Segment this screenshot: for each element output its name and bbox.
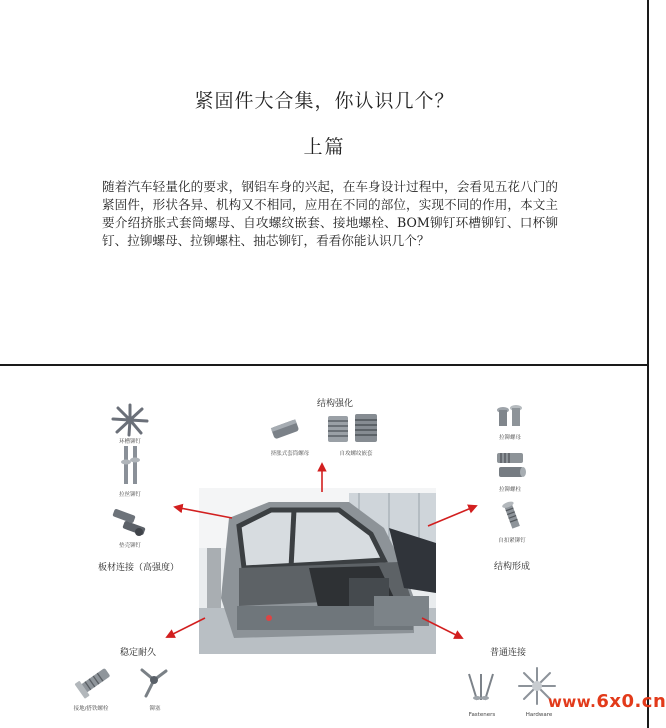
label-cup-rivet: 垫壳铆钉 — [118, 543, 141, 549]
watermark-domain: 6x0.cn — [596, 691, 666, 712]
category-structure-forming: 结构形成 — [494, 562, 531, 572]
label-rivet-plug: 铆塞 — [149, 706, 161, 712]
ground-bolt-icon — [75, 664, 115, 704]
label-ring-rivet: 环槽铆钉 — [118, 439, 141, 445]
fastener-diagram-slide — [0, 366, 647, 728]
rivet-stud-icon — [495, 451, 527, 485]
category-sheet-joining: 板材连接（高强度） — [98, 563, 180, 573]
label-ground-bolt: 接地/搭铁螺栓 — [73, 706, 109, 712]
expand-nut-icon — [268, 417, 304, 445]
rivet-nut-icon — [495, 402, 525, 434]
pull-rivet-icon — [120, 446, 142, 490]
rivet-plug-icon — [136, 666, 172, 704]
label-fasteners: Fasteners — [468, 712, 496, 718]
page-border — [647, 0, 649, 728]
car-body-photo — [199, 488, 436, 654]
label-self-tap-insert: 自攻螺纹嵌套 — [339, 451, 373, 457]
label-hardware: Hardware — [525, 712, 553, 718]
blind-rivet-icon — [463, 672, 501, 706]
category-stable-durable: 稳定耐久 — [120, 648, 157, 658]
category-structural: 结构强化 — [317, 399, 354, 409]
label-pull-rivet: 拉丝铆钉 — [118, 492, 141, 498]
site-watermark — [548, 691, 666, 712]
cup-rivet-icon — [111, 506, 149, 542]
watermark-prefix: www. — [548, 693, 597, 711]
title-slide — [0, 0, 649, 365]
label-expand-nut: 挤胀式套筒螺母 — [270, 451, 310, 457]
page-title: 紧固件大合集，你认识几个？ — [194, 90, 455, 112]
self-pierce-rivet-icon — [500, 500, 524, 536]
label-rivet-nut: 拉铆螺母 — [498, 435, 521, 441]
label-self-pierce-rivet: 自扣紧铆钉 — [498, 538, 526, 544]
page-subtitle: 上篇 — [303, 136, 346, 158]
self-tap-insert-icon — [325, 412, 381, 450]
intro-paragraph: 随着汽车轻量化的要求，钢铝车身的兴起，在车身设计过程中，会看见五花八门的紧固件，形状各异、机构又不相同，应用在不同的部位，实现不同的作用，本文主要介绍挤胀式套筒螺母、自攻螺纹嵌套、接地螺栓、BOM铆钉环槽铆钉、口杯铆钉、拉铆螺母、拉铆螺柱、抽芯铆钉，看看你能认识几个？ — [102, 179, 558, 248]
ring-rivet-icon — [110, 403, 150, 441]
category-general-joining: 普通连接 — [490, 648, 527, 658]
label-rivet-stud: 拉铆螺柱 — [498, 487, 521, 493]
